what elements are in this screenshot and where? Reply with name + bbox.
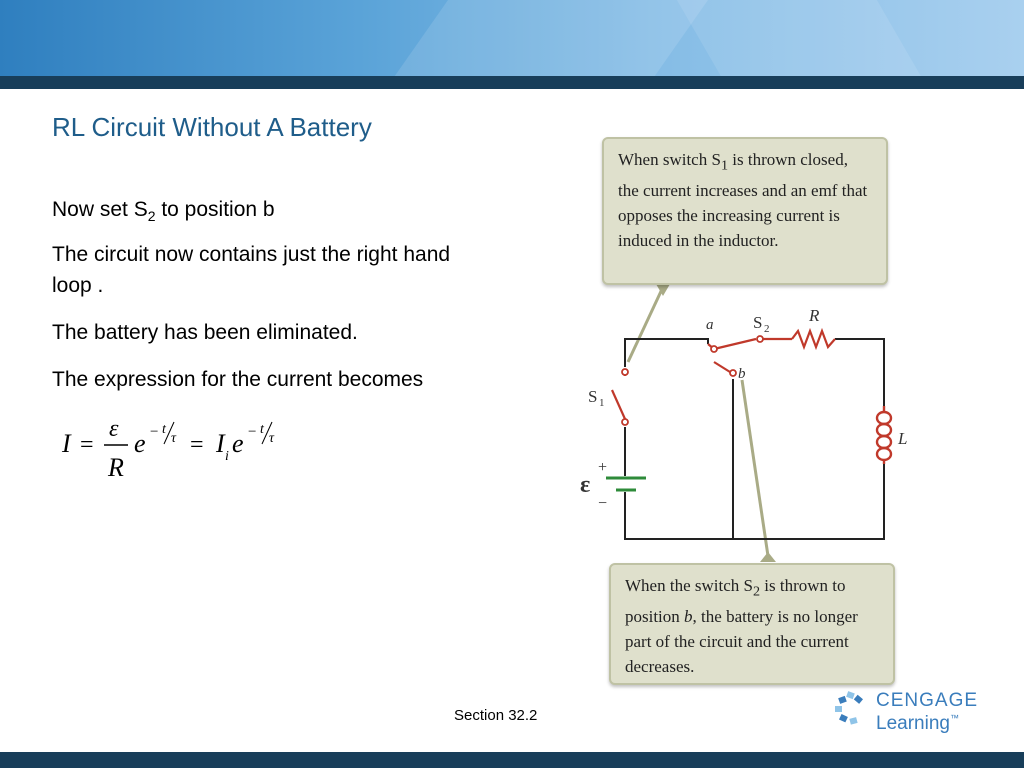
node-s2 xyxy=(757,336,763,342)
eq2-exp-t: t xyxy=(260,422,264,437)
footer-band xyxy=(0,752,1024,768)
section-label: Section 32.2 xyxy=(454,707,538,724)
label-l: L xyxy=(898,429,908,448)
eq-equals-2: = xyxy=(190,432,204,458)
callout-bottom-arrow xyxy=(760,552,776,562)
label-s1-sub: 1 xyxy=(599,397,605,409)
node-a xyxy=(711,346,717,352)
logo-learning-text: Learning xyxy=(876,713,950,734)
eq-denominator: R xyxy=(108,453,124,482)
logo-wordmark-cengage: CENGAGE xyxy=(876,690,979,711)
eq-sub-i: i xyxy=(225,449,229,464)
label-minus: − xyxy=(598,495,608,512)
eq-exp-minus: − xyxy=(150,424,159,440)
eq-equals: = xyxy=(80,432,94,458)
label-b: b xyxy=(738,366,746,382)
label-emf: ε xyxy=(580,472,591,498)
callout-top-sub: 1 xyxy=(720,157,729,174)
logo-tm: ™ xyxy=(949,713,959,723)
bullet-1-sub: 2 xyxy=(147,208,156,225)
callout-bot-pre: When the switch S xyxy=(625,576,753,595)
label-s2-sub: 2 xyxy=(764,323,770,335)
node-s1-bottom xyxy=(622,419,628,425)
label-r: R xyxy=(809,306,820,325)
callout-top-pointer xyxy=(628,287,663,362)
slide-title: RL Circuit Without A Battery xyxy=(52,112,372,142)
bullet-4: The expression for the current becomes xyxy=(52,368,424,391)
bullet-2: The circuit now contains just the right hand loop . xyxy=(52,243,451,297)
eq-exp-t: t xyxy=(162,422,166,437)
eq-initial-current: I xyxy=(216,429,225,458)
callout-bot-mid: is thrown to position xyxy=(625,576,846,627)
rl-circuit-diagram xyxy=(570,280,910,570)
callout-bot-b: b xyxy=(684,607,693,627)
node-s1-top xyxy=(622,369,628,375)
callout-top-pre: When switch S xyxy=(618,150,721,169)
header-band xyxy=(0,0,1024,76)
cengage-logo-icon xyxy=(833,690,869,726)
callout-s2-position-b xyxy=(609,563,895,685)
eq-base-2: e xyxy=(232,429,244,458)
header-shard xyxy=(654,0,946,76)
bullet-3: The battery has been eliminated. xyxy=(52,321,358,344)
callout-bot-sub: 2 xyxy=(752,583,761,600)
bullet-1-pre: Now set S xyxy=(52,198,148,221)
header-shard xyxy=(364,0,736,76)
callout-bottom-pointer xyxy=(742,380,768,556)
callout-s1-closed xyxy=(602,137,888,285)
inductor-l xyxy=(877,406,891,464)
current-equation xyxy=(60,414,300,484)
eq2-exp-minus: − xyxy=(248,424,257,440)
label-s1: S xyxy=(588,387,598,406)
resistor-r xyxy=(792,331,835,347)
callout-bot-post: , the battery is no longer part of the circuit and the current decreases. xyxy=(625,607,858,677)
eq-numerator: ε xyxy=(109,416,119,442)
label-plus: + xyxy=(598,459,608,476)
eq-base: e xyxy=(134,429,146,458)
bullet-1 xyxy=(52,194,502,232)
eq-exp-tau: τ xyxy=(171,431,177,446)
switch-s2 xyxy=(708,339,792,372)
header-divider xyxy=(0,76,1024,89)
switch-s1-blade xyxy=(612,390,625,419)
eq2-exp-tau: τ xyxy=(269,431,275,446)
circuit-wires xyxy=(625,339,884,539)
node-b xyxy=(730,370,736,376)
callout-top-post: is thrown closed, the current increases and an emf that opposes the increasing current is induced in the inductor. xyxy=(618,150,868,251)
eq-lhs: I xyxy=(62,429,71,458)
label-a: a xyxy=(706,317,714,333)
label-s2: S xyxy=(753,313,763,332)
bullet-1-post: to position b xyxy=(155,198,275,221)
logo-wordmark-learning xyxy=(876,713,959,735)
